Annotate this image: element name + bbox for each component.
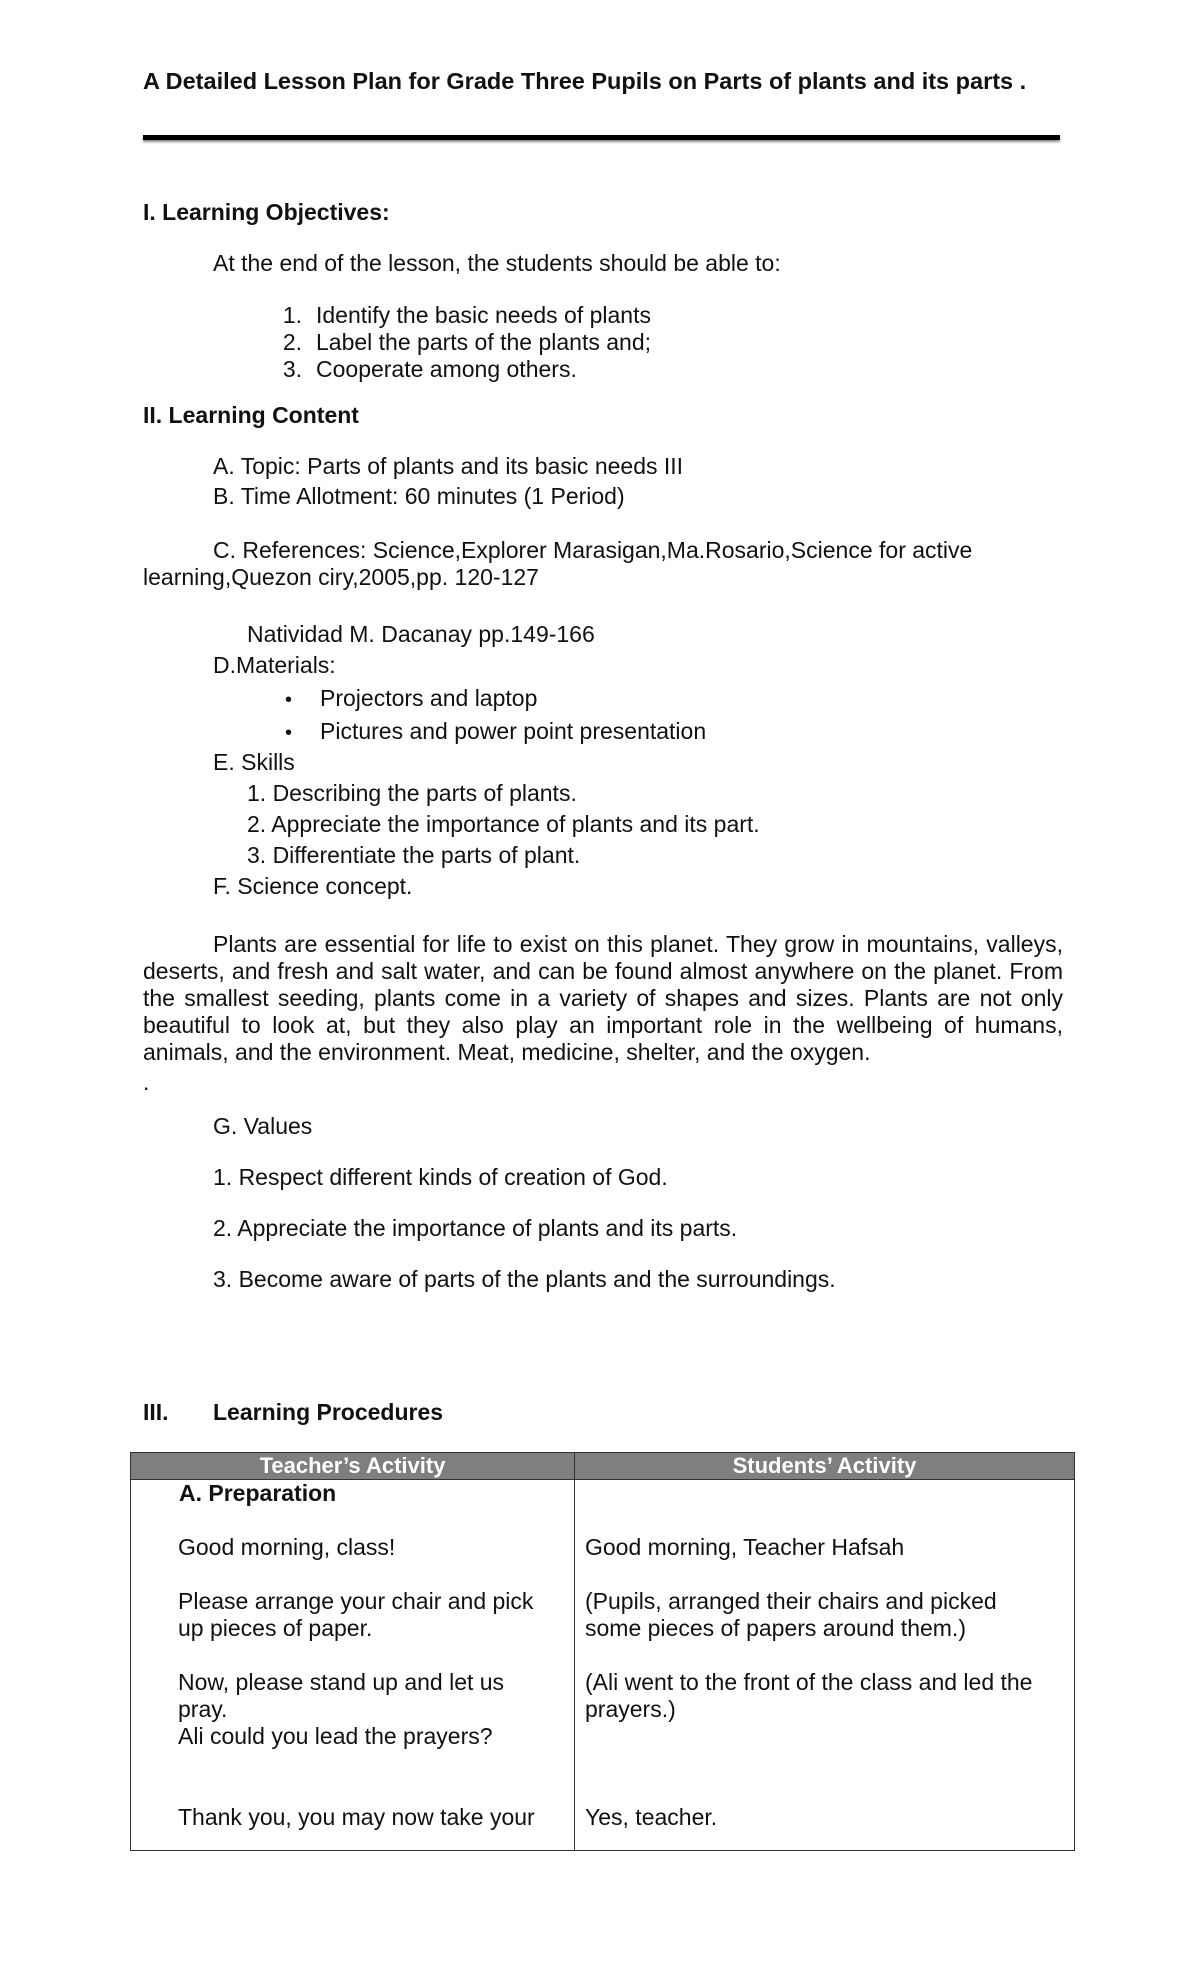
teacher-column-header: Teacher’s Activity: [131, 1453, 575, 1480]
procedures-heading: Learning Procedures: [213, 1399, 444, 1425]
skill-item: 1. Describing the parts of plants.: [247, 780, 577, 806]
concept-paragraph: Plants are essential for life to exist on this planet. They grow in mountains, valleys, deserts, and fresh and salt water, and can be found almost anywhere on the planet. From the smallest seeding, plants come in a variety of shapes and sizes. Plants are not only beautiful to look at, but they also play an important role in the wellbeing of humans, animals, and the environment. Meat, medicine, shelter, and the oxygen.: [143, 931, 1063, 1065]
references-extra: Natividad M. Dacanay pp.149-166: [247, 621, 595, 647]
teacher-line: Now, please stand up and let us pray.: [178, 1669, 505, 1722]
skill-item: 2. Appreciate the importance of plants and its part.: [247, 811, 760, 837]
materials-item: • Pictures and power point presentation: [285, 718, 707, 744]
materials-item: • Projectors and laptop: [285, 685, 538, 711]
teacher-line: Please arrange your chair and pick up pieces of paper.: [178, 1588, 534, 1641]
students-activity-cell: [575, 1480, 1075, 1851]
document-title: A Detailed Lesson Plan for Grade Three Pupils on Parts of plants and its parts .: [143, 68, 1027, 94]
materials-label: D.Materials:: [213, 652, 336, 678]
objective-item: [270, 356, 577, 384]
references-line-2: learning,Quezon ciry,2005,pp. 120-127: [143, 564, 539, 590]
references-line-1: C. References: Science,Explorer Marasigan,Ma.Rosario,Science for active: [213, 537, 973, 563]
teacher-line: Thank you, you may now take your: [178, 1804, 535, 1830]
concept-label: F. Science concept.: [213, 873, 413, 899]
bullet-icon: •: [285, 689, 293, 711]
value-item: 2. Appreciate the importance of plants and its parts.: [213, 1215, 738, 1241]
objective-text: Cooperate among others.: [316, 356, 577, 382]
skills-label: E. Skills: [213, 749, 295, 775]
bullet-icon: •: [285, 722, 293, 744]
objective-number: 2.: [282, 329, 302, 355]
objective-item: [270, 302, 651, 330]
value-item: 1. Respect different kinds of creation of God.: [213, 1164, 668, 1190]
objective-text: Identify the basic needs of plants: [316, 302, 651, 328]
topic-line: A. Topic: Parts of plants and its basic needs III: [213, 453, 684, 479]
teacher-line: Ali could you lead the prayers?: [178, 1723, 493, 1749]
objective-text: Label the parts of the plants and;: [316, 329, 652, 355]
student-line: (Ali went to the front of the class and led the prayers.): [585, 1669, 1033, 1722]
objectives-heading: I. Learning Objectives:: [143, 199, 390, 225]
objectives-intro: At the end of the lesson, the students should be able to:: [213, 250, 781, 276]
objective-number: 1.: [282, 302, 302, 328]
preparation-heading: A. Preparation: [179, 1480, 337, 1506]
objective-number: 3.: [282, 356, 302, 382]
title-rule: [143, 135, 1060, 140]
skill-item: 3. Differentiate the parts of plant.: [247, 842, 581, 868]
time-allotment-line: B. Time Allotment: 60 minutes (1 Period): [213, 483, 625, 509]
student-line: Good morning, Teacher Hafsah: [585, 1534, 905, 1560]
procedures-table: [130, 1452, 1075, 1851]
content-heading: II. Learning Content: [143, 402, 359, 428]
student-line: Yes, teacher.: [585, 1804, 718, 1830]
teacher-line: Good morning, class!: [178, 1534, 396, 1560]
procedures-numeral: III.: [143, 1399, 169, 1425]
value-item: 3. Become aware of parts of the plants and the surroundings.: [213, 1266, 836, 1292]
stray-dot: .: [143, 1069, 150, 1095]
teacher-activity-cell: [131, 1480, 575, 1851]
objective-item: [270, 329, 651, 357]
values-label: G. Values: [213, 1113, 313, 1139]
student-line: (Pupils, arranged their chairs and picked some pieces of papers around them.): [585, 1588, 997, 1641]
students-column-header: Students’ Activity: [575, 1453, 1075, 1480]
